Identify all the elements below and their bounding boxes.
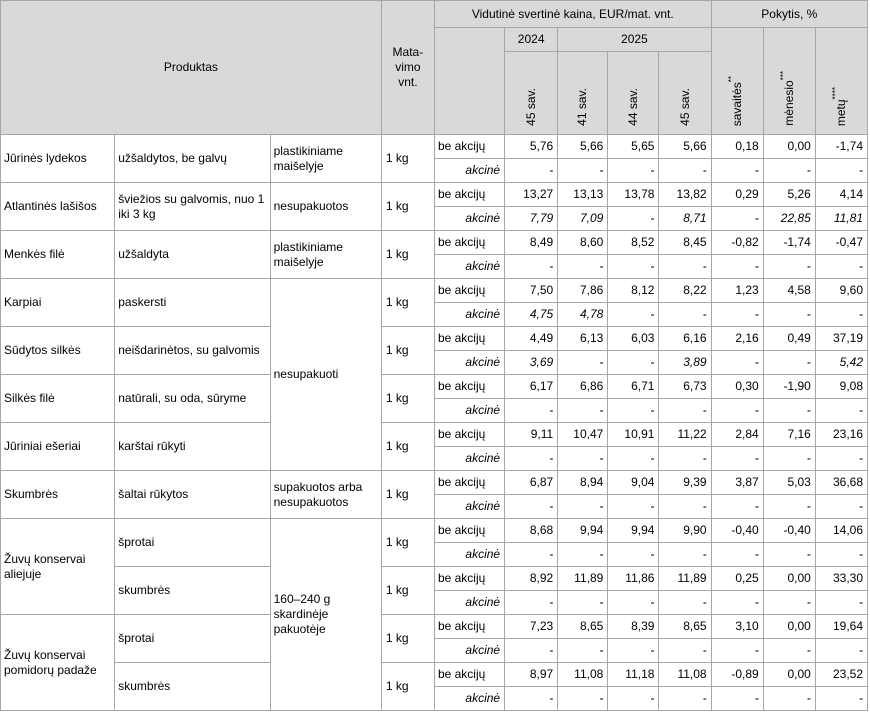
value-cell: - xyxy=(558,351,608,375)
product-pack-group: nesupakuoti xyxy=(270,279,381,471)
value-cell: - xyxy=(558,447,608,471)
header-produktas: Produktas xyxy=(1,1,382,135)
value-cell: 0,18 xyxy=(711,135,763,159)
value-cell: - xyxy=(608,303,659,327)
table-row xyxy=(1,567,868,591)
value-cell: 3,69 xyxy=(505,351,558,375)
product-desc: natūrali, su oda, sūryme xyxy=(115,375,270,423)
value-cell: - xyxy=(659,495,711,519)
value-cell: 8,39 xyxy=(608,615,659,639)
value-cell: 2,16 xyxy=(711,327,763,351)
value-cell: - xyxy=(763,687,815,711)
value-cell: - xyxy=(505,639,558,663)
value-cell: - xyxy=(659,447,711,471)
label-be-akciju: be akcijų xyxy=(434,231,504,255)
product-desc: šaltai rūkytos xyxy=(115,471,270,519)
value-cell: 11,89 xyxy=(659,567,711,591)
product-desc: skumbrės xyxy=(115,663,270,711)
value-cell: 0,00 xyxy=(763,567,815,591)
value-cell: 6,87 xyxy=(505,471,558,495)
value-cell: 6,03 xyxy=(608,327,659,351)
value-cell: 11,08 xyxy=(659,663,711,687)
table-row xyxy=(1,615,868,639)
value-cell: 11,22 xyxy=(659,423,711,447)
value-cell: 0,30 xyxy=(711,375,763,399)
value-cell: 6,71 xyxy=(608,375,659,399)
value-cell: 0,00 xyxy=(763,615,815,639)
header-menesio: mėnesio*** xyxy=(763,28,815,135)
label-be-akciju: be akcijų xyxy=(434,423,504,447)
value-cell: 1,23 xyxy=(711,279,763,303)
value-cell: - xyxy=(505,495,558,519)
value-cell: 8,49 xyxy=(505,231,558,255)
value-cell: 5,76 xyxy=(505,135,558,159)
value-cell: 13,78 xyxy=(608,183,659,207)
value-cell: 7,50 xyxy=(505,279,558,303)
label-akcine: akcinė xyxy=(434,495,504,519)
value-cell: - xyxy=(505,447,558,471)
value-cell: -0,82 xyxy=(711,231,763,255)
value-cell: - xyxy=(711,447,763,471)
value-cell: - xyxy=(505,591,558,615)
value-cell: 7,16 xyxy=(763,423,815,447)
value-cell: 14,06 xyxy=(815,519,867,543)
value-cell: - xyxy=(815,159,867,183)
product-unit: 1 kg xyxy=(381,279,434,327)
value-cell: 9,04 xyxy=(608,471,659,495)
table-row xyxy=(1,423,868,447)
table-row xyxy=(1,327,868,351)
label-be-akciju: be akcijų xyxy=(434,615,504,639)
product-desc: karštai rūkyti xyxy=(115,423,270,471)
value-cell: 3,89 xyxy=(659,351,711,375)
value-cell: 4,78 xyxy=(558,303,608,327)
value-cell: 7,86 xyxy=(558,279,608,303)
label-be-akciju: be akcijų xyxy=(434,279,504,303)
product-unit: 1 kg xyxy=(381,375,434,423)
product-desc: užšaldyta xyxy=(115,231,270,279)
value-cell: - xyxy=(815,303,867,327)
product-desc: neišdarinėtos, su galvomis xyxy=(115,327,270,375)
value-cell: - xyxy=(558,495,608,519)
value-cell: - xyxy=(659,255,711,279)
value-cell: 3,10 xyxy=(711,615,763,639)
value-cell: - xyxy=(711,207,763,231)
label-akcine: akcinė xyxy=(434,207,504,231)
product-unit: 1 kg xyxy=(381,183,434,231)
value-cell: 9,11 xyxy=(505,423,558,447)
value-cell: 8,12 xyxy=(608,279,659,303)
value-cell: - xyxy=(711,495,763,519)
product-name-group: Žuvų konservai pomidorų padaže xyxy=(1,615,115,711)
value-cell: - xyxy=(763,543,815,567)
value-cell: - xyxy=(711,399,763,423)
product-pack-group: 160–240 g skardinėje pakuotėje xyxy=(270,519,381,711)
product-unit: 1 kg xyxy=(381,231,434,279)
value-cell: 3,87 xyxy=(711,471,763,495)
value-cell: - xyxy=(763,495,815,519)
product-desc: šviežios su galvomis, nuo 1 iki 3 kg xyxy=(115,183,270,231)
label-akcine: akcinė xyxy=(434,399,504,423)
table-row xyxy=(1,471,868,495)
value-cell: - xyxy=(711,591,763,615)
value-cell: 7,23 xyxy=(505,615,558,639)
value-cell: 9,94 xyxy=(608,519,659,543)
value-cell: 8,52 xyxy=(608,231,659,255)
value-cell: - xyxy=(763,399,815,423)
value-cell: 8,60 xyxy=(558,231,608,255)
product-desc: užšaldytos, be galvų xyxy=(115,135,270,183)
value-cell: 8,92 xyxy=(505,567,558,591)
value-cell: -1,90 xyxy=(763,375,815,399)
table-row xyxy=(1,375,868,399)
header-pokytis: Pokytis, % xyxy=(711,1,867,28)
value-cell: 5,66 xyxy=(659,135,711,159)
value-cell: 4,75 xyxy=(505,303,558,327)
value-cell: 23,16 xyxy=(815,423,867,447)
value-cell: - xyxy=(815,687,867,711)
header-matavimo-vnt: Mata-vimo vnt. xyxy=(381,1,434,135)
value-cell: 6,16 xyxy=(659,327,711,351)
product-name: Menkės filė xyxy=(1,231,115,279)
value-cell: 10,91 xyxy=(608,423,659,447)
table-row xyxy=(1,519,868,543)
label-akcine: akcinė xyxy=(434,639,504,663)
value-cell: - xyxy=(608,687,659,711)
label-akcine: akcinė xyxy=(434,255,504,279)
value-cell: 6,86 xyxy=(558,375,608,399)
value-cell: - xyxy=(659,303,711,327)
value-cell: - xyxy=(608,351,659,375)
value-cell: - xyxy=(763,447,815,471)
value-cell: -1,74 xyxy=(763,231,815,255)
value-cell: - xyxy=(711,351,763,375)
product-name-group: Žuvų konservai aliejuje xyxy=(1,519,115,615)
value-cell: -0,40 xyxy=(763,519,815,543)
value-cell: 10,47 xyxy=(558,423,608,447)
label-akcine: akcinė xyxy=(434,351,504,375)
product-unit: 1 kg xyxy=(381,135,434,183)
value-cell: 11,86 xyxy=(608,567,659,591)
header-kaina: Vidutinė svertinė kaina, EUR/mat. vnt. xyxy=(434,1,711,28)
header-week-2024-45: 45 sav. xyxy=(505,52,558,135)
value-cell: 36,68 xyxy=(815,471,867,495)
value-cell: 8,65 xyxy=(558,615,608,639)
product-name: Karpiai xyxy=(1,279,115,327)
value-cell: 4,58 xyxy=(763,279,815,303)
label-be-akciju: be akcijų xyxy=(434,375,504,399)
value-cell: - xyxy=(711,255,763,279)
value-cell: - xyxy=(558,687,608,711)
value-cell: - xyxy=(608,207,659,231)
header-week-2025-44: 44 sav. xyxy=(608,52,659,135)
label-akcine: akcinė xyxy=(434,543,504,567)
value-cell: 8,94 xyxy=(558,471,608,495)
header-year-2024: 2024 xyxy=(505,28,558,52)
product-pack: supakuotos arba nesupakuotos xyxy=(270,471,381,519)
value-cell: - xyxy=(815,399,867,423)
product-unit: 1 kg xyxy=(381,615,434,663)
value-cell: 6,73 xyxy=(659,375,711,399)
product-name: Skumbrės xyxy=(1,471,115,519)
value-cell: 5,65 xyxy=(608,135,659,159)
value-cell: - xyxy=(763,639,815,663)
label-akcine: akcinė xyxy=(434,303,504,327)
value-cell: - xyxy=(711,687,763,711)
value-cell: 0,25 xyxy=(711,567,763,591)
label-be-akciju: be akcijų xyxy=(434,183,504,207)
value-cell: - xyxy=(505,543,558,567)
value-cell: - xyxy=(763,255,815,279)
value-cell: 7,09 xyxy=(558,207,608,231)
value-cell: - xyxy=(608,495,659,519)
value-cell: - xyxy=(505,255,558,279)
header-year-2025: 2025 xyxy=(558,28,711,52)
value-cell: - xyxy=(558,399,608,423)
value-cell: - xyxy=(505,399,558,423)
value-cell: - xyxy=(608,543,659,567)
value-cell: 8,65 xyxy=(659,615,711,639)
value-cell: 8,68 xyxy=(505,519,558,543)
value-cell: 6,13 xyxy=(558,327,608,351)
value-cell: - xyxy=(505,687,558,711)
value-cell: 5,26 xyxy=(763,183,815,207)
value-cell: - xyxy=(815,639,867,663)
value-cell: 8,97 xyxy=(505,663,558,687)
value-cell: - xyxy=(608,639,659,663)
value-cell: - xyxy=(815,591,867,615)
value-cell: 9,94 xyxy=(558,519,608,543)
label-akcine: akcinė xyxy=(434,447,504,471)
value-cell: 33,30 xyxy=(815,567,867,591)
value-cell: - xyxy=(815,255,867,279)
value-cell: - xyxy=(608,447,659,471)
value-cell: - xyxy=(558,543,608,567)
label-be-akciju: be akcijų xyxy=(434,519,504,543)
value-cell: 0,49 xyxy=(763,327,815,351)
product-desc: skumbrės xyxy=(115,567,270,615)
product-name: Jūrinės lydekos xyxy=(1,135,115,183)
value-cell: - xyxy=(558,639,608,663)
value-cell: 2,84 xyxy=(711,423,763,447)
value-cell: - xyxy=(763,303,815,327)
value-cell: - xyxy=(763,351,815,375)
header-savaites: savaitės** xyxy=(711,28,763,135)
value-cell: 6,17 xyxy=(505,375,558,399)
value-cell: 13,13 xyxy=(558,183,608,207)
value-cell: - xyxy=(608,399,659,423)
header-week-2025-45: 45 sav. xyxy=(659,52,711,135)
product-name: Sūdytos silkės xyxy=(1,327,115,375)
value-cell: 8,22 xyxy=(659,279,711,303)
value-cell: 19,64 xyxy=(815,615,867,639)
label-be-akciju: be akcijų xyxy=(434,471,504,495)
value-cell: - xyxy=(505,159,558,183)
value-cell: - xyxy=(659,399,711,423)
value-cell: 11,18 xyxy=(608,663,659,687)
header-blank xyxy=(434,28,504,135)
product-desc: paskersti xyxy=(115,279,270,327)
value-cell: - xyxy=(659,639,711,663)
value-cell: - xyxy=(711,303,763,327)
product-unit: 1 kg xyxy=(381,519,434,567)
value-cell: 4,14 xyxy=(815,183,867,207)
value-cell: - xyxy=(608,255,659,279)
value-cell: - xyxy=(558,255,608,279)
value-cell: 13,27 xyxy=(505,183,558,207)
product-pack: nesupakuotos xyxy=(270,183,381,231)
value-cell: -0,89 xyxy=(711,663,763,687)
label-be-akciju: be akcijų xyxy=(434,327,504,351)
table-row xyxy=(1,663,868,687)
value-cell: - xyxy=(659,543,711,567)
value-cell: 9,39 xyxy=(659,471,711,495)
value-cell: -1,74 xyxy=(815,135,867,159)
value-cell: 22,85 xyxy=(763,207,815,231)
value-cell: - xyxy=(608,591,659,615)
value-cell: - xyxy=(763,159,815,183)
value-cell: 13,82 xyxy=(659,183,711,207)
value-cell: - xyxy=(711,159,763,183)
value-cell: 5,03 xyxy=(763,471,815,495)
value-cell: 5,66 xyxy=(558,135,608,159)
table-row xyxy=(1,231,868,255)
product-unit: 1 kg xyxy=(381,567,434,615)
value-cell: - xyxy=(659,591,711,615)
value-cell: - xyxy=(711,639,763,663)
label-be-akciju: be akcijų xyxy=(434,567,504,591)
product-desc: šprotai xyxy=(115,519,270,567)
label-be-akciju: be akcijų xyxy=(434,663,504,687)
value-cell: - xyxy=(711,543,763,567)
value-cell: 5,42 xyxy=(815,351,867,375)
value-cell: 4,49 xyxy=(505,327,558,351)
label-akcine: akcinė xyxy=(434,591,504,615)
value-cell: 8,71 xyxy=(659,207,711,231)
value-cell: 7,79 xyxy=(505,207,558,231)
value-cell: - xyxy=(659,687,711,711)
product-desc: šprotai xyxy=(115,615,270,663)
label-akcine: akcinė xyxy=(434,159,504,183)
product-pack: plastikiniame maišelyje xyxy=(270,231,381,279)
header-week-2025-41: 41 sav. xyxy=(558,52,608,135)
value-cell: 0,29 xyxy=(711,183,763,207)
product-unit: 1 kg xyxy=(381,423,434,471)
value-cell: 0,00 xyxy=(763,135,815,159)
value-cell: 11,08 xyxy=(558,663,608,687)
product-unit: 1 kg xyxy=(381,327,434,375)
table-row xyxy=(1,279,868,303)
value-cell: -0,47 xyxy=(815,231,867,255)
product-pack: plastikiniame maišelyje xyxy=(270,135,381,183)
table-row xyxy=(1,183,868,207)
value-cell: 11,81 xyxy=(815,207,867,231)
value-cell: 0,00 xyxy=(763,663,815,687)
label-be-akciju: be akcijų xyxy=(434,135,504,159)
value-cell: 23,52 xyxy=(815,663,867,687)
product-unit: 1 kg xyxy=(381,663,434,711)
value-cell: - xyxy=(558,591,608,615)
value-cell: - xyxy=(558,159,608,183)
value-cell: 37,19 xyxy=(815,327,867,351)
value-cell: 9,90 xyxy=(659,519,711,543)
value-cell: 8,45 xyxy=(659,231,711,255)
product-name: Silkės filė xyxy=(1,375,115,423)
value-cell: - xyxy=(815,543,867,567)
header-metu: metų**** xyxy=(815,28,867,135)
value-cell: 9,60 xyxy=(815,279,867,303)
label-akcine: akcinė xyxy=(434,687,504,711)
value-cell: 11,89 xyxy=(558,567,608,591)
value-cell: - xyxy=(608,159,659,183)
value-cell: -0,40 xyxy=(711,519,763,543)
value-cell: - xyxy=(815,447,867,471)
value-cell: - xyxy=(659,159,711,183)
value-cell: - xyxy=(763,591,815,615)
product-unit: 1 kg xyxy=(381,471,434,519)
product-name: Jūriniai ešeriai xyxy=(1,423,115,471)
table-row xyxy=(1,135,868,159)
product-name: Atlantinės lašišos xyxy=(1,183,115,231)
value-cell: 9,08 xyxy=(815,375,867,399)
value-cell: - xyxy=(815,495,867,519)
